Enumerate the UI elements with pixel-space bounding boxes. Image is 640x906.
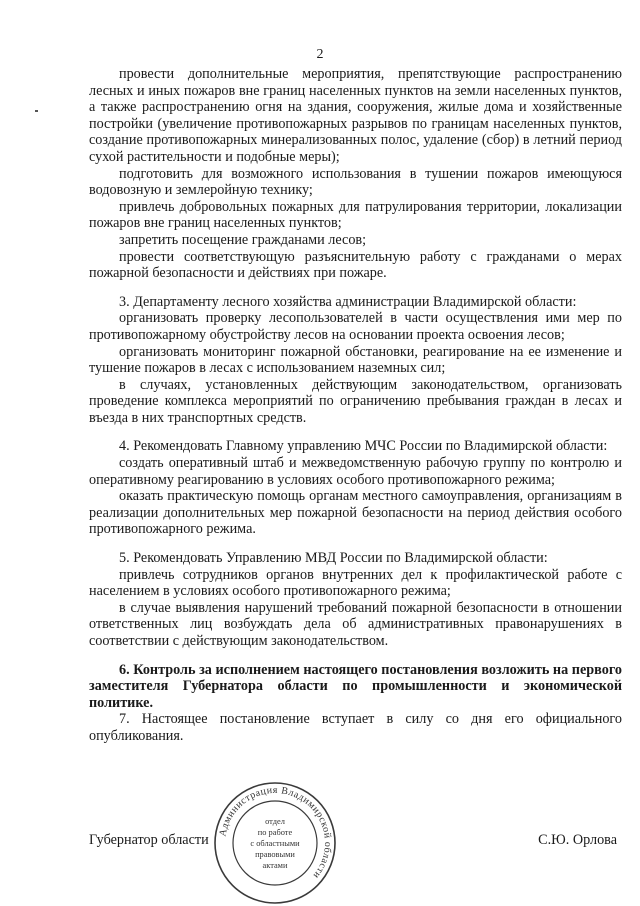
stray-mark xyxy=(35,110,38,112)
paragraph-item-6: 6. Контроль за исполнением настоящего постановления возложить на первого заместителя Губернатора области по промышленности и экономической политике. xyxy=(89,661,622,711)
paragraph-item-3: 3. Департаменту лесного хозяйства администрации Владимирской области: xyxy=(119,293,577,310)
stamp-center-line: по работе xyxy=(257,828,293,837)
paragraph-headquarters: создать оперативный штаб и межведомственную рабочую группу по контролю и оперативному реагированию в условиях особого противопожарного режима; xyxy=(89,455,622,488)
paragraph-inspection: организовать проверку лесопользователей в части осуществления ими мер по противопожарному обустройству лесов на основании проекта освоения лесов; xyxy=(89,310,622,343)
stamp-center-line: актами xyxy=(262,861,288,870)
paragraph-violations: в случае выявления нарушений требований пожарной безопасности в отношении ответственных лиц возбуждать дела об административных правонарушениях в соответствии с действующим законодательством. xyxy=(89,599,622,649)
paragraph-monitoring: организовать мониторинг пожарной обстановки, реагирование на ее изменение и тушение пожаров в лесах с использованием наземных сил; xyxy=(89,343,622,377)
stamp-center-line: правовыми xyxy=(255,850,295,859)
paragraph-forest-ban: запретить посещение гражданами лесов; xyxy=(119,231,367,248)
paragraph-assistance: оказать практическую помощь органам местного самоуправления, организациям в реализации дополнительных мер пожарной безопасности на период действия особого противопожарного режима. xyxy=(89,488,622,538)
paragraph-measures: провести дополнительные мероприятия, препятствующие распространению лесных и иных пожаров вне границ населенных пунктов на земли населенных пунктов, а также распространению огня на здания, сооружения, жилые дома и хозяйственные постройки (увеличение противопожарных разрывов по границам населенных пунктов, создание противопожарных минерализованных полос, удаление (сбор) в летний период сухой растительности и подобные меры); xyxy=(89,66,622,165)
paragraph-outreach: провести соответствующую разъяснительную работу с гражданами о мерах пожарной безопасности и действиях при пожаре. xyxy=(89,248,622,282)
document-body xyxy=(89,66,622,745)
paragraph-restriction: в случаях, установленных действующим законодательством, организовать проведение комплекса мероприятий по ограничению пребывания граждан в лесах и въезда в них транспортных средств. xyxy=(89,376,622,426)
paragraph-item-5: 5. Рекомендовать Управлению МВД России по Владимирской области: xyxy=(119,550,548,567)
stamp-center-line: с областными xyxy=(250,839,300,848)
paragraph-volunteers: привлечь добровольных пожарных для патрулирования территории, локализации пожаров вне границ населенных пунктов; xyxy=(89,198,622,232)
signatory-name: С.Ю. Орлова xyxy=(538,832,617,848)
stamp-center-line: отдел xyxy=(265,817,285,826)
official-stamp xyxy=(212,780,338,906)
stamp-ring-text: Администрация Владимирской области xyxy=(217,784,334,881)
signatory-title: Губернатор области xyxy=(89,832,209,848)
paragraph-equipment: подготовить для возможного использования в тушении пожаров имеющуюся водовозную и землеройную технику; xyxy=(89,165,622,199)
page-number: 2 xyxy=(316,47,324,62)
paragraph-police: привлечь сотрудников органов внутренних дел к профилактической работе с населением в условиях особого противопожарного режима; xyxy=(89,566,622,600)
paragraph-item-7: 7. Настоящее постановление вступает в силу со дня его официального опубликования. xyxy=(89,711,622,744)
paragraph-item-4: 4. Рекомендовать Главному управлению МЧС России по Владимирской области: xyxy=(119,438,608,455)
